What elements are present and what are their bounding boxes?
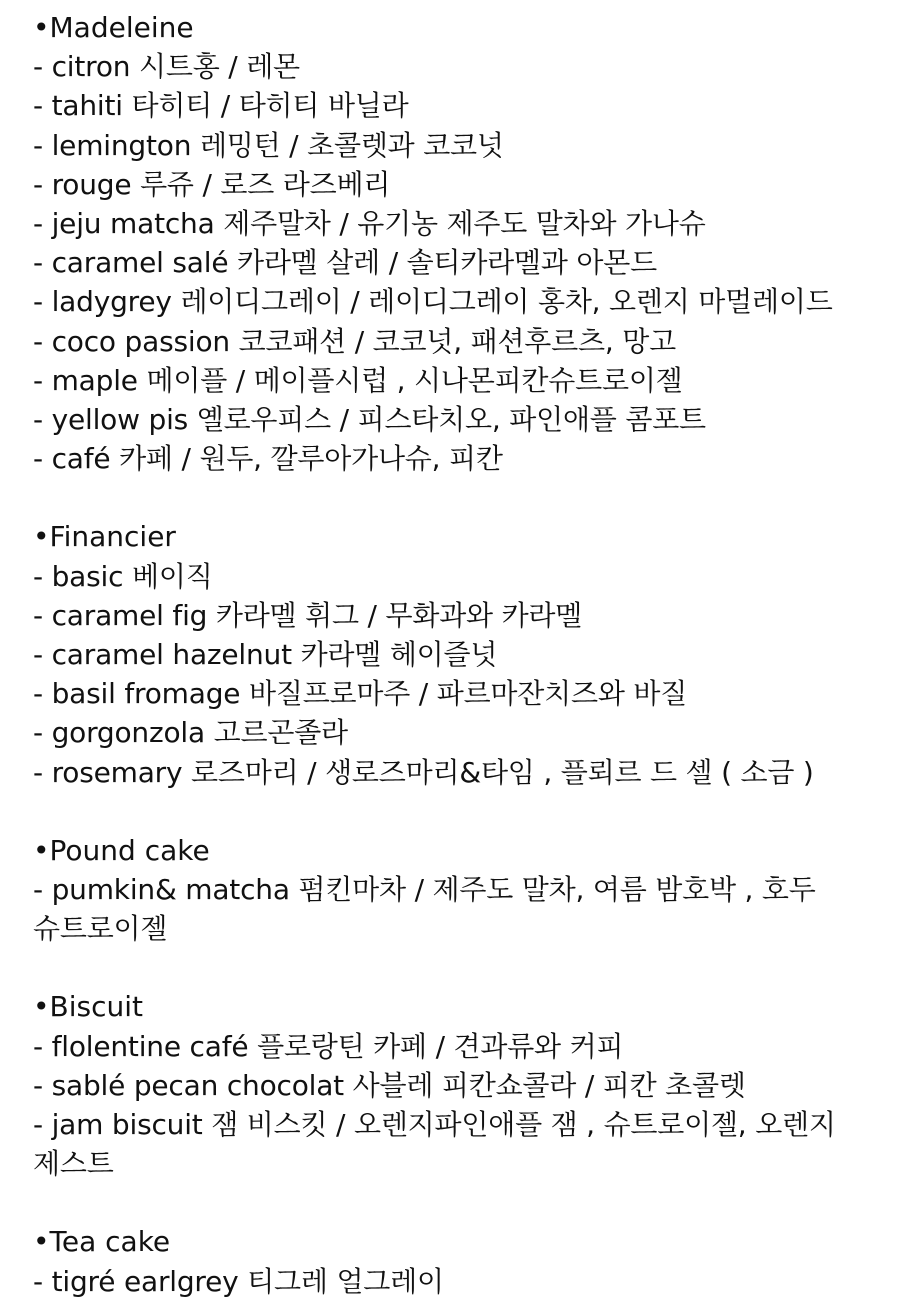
list-item: - tigré earlgrey 티그레 얼그레이: [33, 1264, 444, 1298]
section-title: •Pound cake: [33, 833, 210, 867]
section-title: •Financier: [33, 520, 176, 554]
list-item: - basil fromage 바질프로마주 / 파르마잔치즈와 바질: [33, 677, 688, 711]
list-item: - maple 메이플 / 메이플시럽 , 시나몬피칸슈트로이젤: [33, 363, 683, 397]
section-pound-cake: [33, 831, 873, 949]
list-item: - caramel fig 카라멜 휘그 / 무화과와 카라멜: [33, 598, 583, 632]
menu-document: [33, 8, 873, 1301]
section-title: •Madeleine: [33, 11, 194, 44]
section-financier: [33, 517, 873, 791]
list-item: - lemington 레밍턴 / 초콜렛과 코코넛: [33, 128, 504, 162]
list-item: - gorgonzola 고르곤졸라: [33, 716, 348, 750]
section-tea-cake: [33, 1222, 873, 1300]
list-item: - sablé pecan chocolat 사블레 피칸쇼콜라 / 피칸 초콜렛: [33, 1068, 746, 1102]
list-item: - rouge 루쥬 / 로즈 라즈베리: [33, 167, 391, 201]
list-item: - rosemary 로즈마리 / 생로즈마리&타임 , 플뢰르 드 셀 ( 소금 ): [33, 755, 814, 789]
list-item: - caramel hazelnut 카라멜 헤이즐넛: [33, 638, 498, 672]
list-item: - ladygrey 레이디그레이 / 레이디그레이 홍차, 오렌지 마멀레이드: [33, 285, 833, 319]
section-title: •Biscuit: [33, 990, 143, 1024]
section-biscuit: [33, 987, 873, 1183]
section-madeleine: [33, 8, 873, 478]
list-item: - pumkin& matcha 펌킨마차 / 제주도 말차, 여름 밤호박 , 호두 슈트로이젤: [33, 873, 825, 946]
list-item: - jeju matcha 제주말차 / 유기농 제주도 말차와 가나슈: [33, 207, 706, 241]
list-item: - citron 시트홍 / 레몬: [33, 50, 300, 84]
list-item: - jam biscuit 잼 비스킷 / 오렌지파인애플 잼 , 슈트로이젤, 오렌지 제스트: [33, 1108, 845, 1181]
section-title: •Tea cake: [33, 1225, 171, 1259]
list-item: - coco passion 코코패션 / 코코넛, 패션후르츠, 망고: [33, 324, 676, 358]
list-item: - caramel salé 카라멜 살레 / 솔티카라멜과 아몬드: [33, 246, 657, 280]
list-item: - basic 베이직: [33, 559, 213, 593]
list-item: - yellow pis 옐로우피스 / 피스타치오, 파인애플 콤포트: [33, 403, 706, 437]
list-item: - flolentine café 플로랑틴 카페 / 견과류와 커피: [33, 1029, 624, 1063]
list-item: - tahiti 타히티 / 타히티 바닐라: [33, 89, 409, 123]
list-item: - café 카페 / 원두, 깔루아가나슈, 피칸: [33, 442, 503, 476]
